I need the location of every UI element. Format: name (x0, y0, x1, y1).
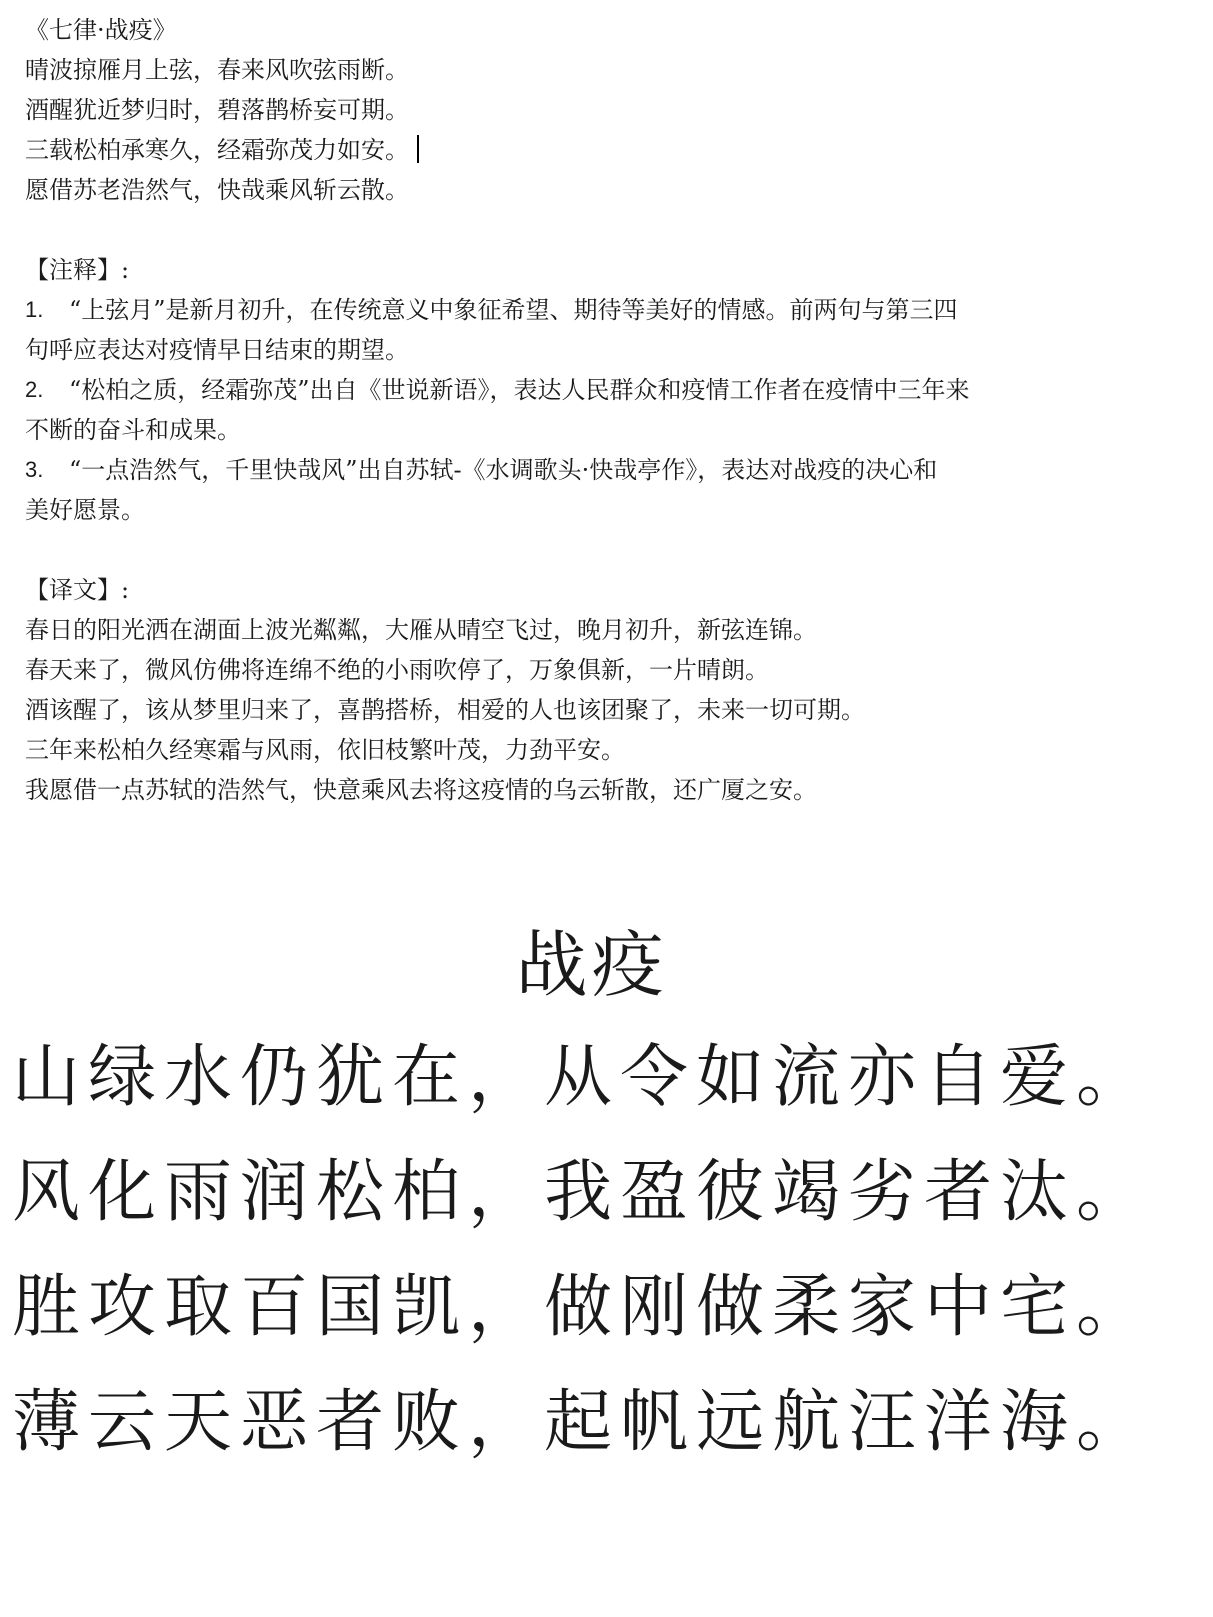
translation-line: 我愿借一点苏轼的浩然气，快意乘风去将这疫情的乌云斩散，还广厦之安。 (25, 776, 817, 804)
note-number: 2. (25, 377, 44, 402)
translation-line: 酒该醒了，该从梦里归来了，喜鹊搭桥，相爱的人也该团聚了，未来一切可期。 (25, 696, 865, 724)
spacer (25, 530, 1195, 570)
translation-line: 春日的阳光洒在湖面上波光粼粼，大雁从晴空飞过，晚月初升，新弦连锦。 (25, 616, 817, 644)
handwritten-line: 山绿水仍犹在，从令如流亦自爱。 (12, 1038, 1153, 1117)
note-text-continued: 句呼应表达对疫情早日结束的期望。 (25, 336, 409, 364)
poem-line: 愿借苏老浩然气，快哉乘风斩云散。 (25, 176, 409, 204)
handwritten-line: 胜攻取百国凯，做刚做柔家中宅。 (12, 1268, 1153, 1347)
translation-heading: 【译文】: (25, 576, 130, 604)
handwritten-line: 风化雨润松柏，我盈彼竭劣者汰。 (12, 1153, 1153, 1232)
note-number: 3. (25, 457, 44, 482)
translation-line: 三年来松柏久经寒霜与风雨，依旧枝繁叶茂，力劲平安。 (25, 736, 625, 764)
poem-line: 晴波掠雁月上弦，春来风吹弦雨断。 (25, 56, 409, 84)
text-cursor (417, 135, 419, 163)
notes-heading: 【注释】: (25, 256, 130, 284)
document-body (25, 10, 1195, 810)
note-item (25, 370, 1195, 450)
note-text-continued: 不断的奋斗和成果。 (25, 416, 241, 444)
note-number: 1. (25, 297, 44, 322)
poem-line-with-cursor[interactable] (25, 130, 1195, 170)
note-text: “松柏之质，经霜弥茂”出自《世说新语》，表达人民群众和疫情工作者在疫情中三年来 (69, 376, 970, 404)
poem-title: 《七律·战疫》 (25, 16, 177, 44)
handwritten-poem (0, 910, 1213, 1480)
handwritten-line: 薄云天恶者败，起帆远航汪洋海。 (12, 1383, 1153, 1462)
spacer (25, 210, 1195, 250)
translation-line: 春天来了，微风仿佛将连绵不绝的小雨吹停了，万象俱新，一片晴朗。 (25, 656, 769, 684)
note-text-continued: 美好愿景。 (25, 496, 145, 524)
poem-line-text: 三载松柏承寒久，经霜弥茂力如安。 (25, 136, 409, 164)
poem-line: 酒醒犹近梦归时，碧落鹊桥妄可期。 (25, 96, 409, 124)
note-item (25, 450, 1195, 530)
handwritten-title: 战疫 (515, 923, 668, 1007)
note-text: “一点浩然气，千里快哉风”出自苏轼-《水调歌头·快哉亭作》，表达对战疫的决心和 (69, 456, 938, 484)
note-item (25, 290, 1195, 370)
note-text: “上弦月”是新月初升，在传统意义中象征希望、期待等美好的情感。前两句与第三四 (69, 296, 958, 324)
